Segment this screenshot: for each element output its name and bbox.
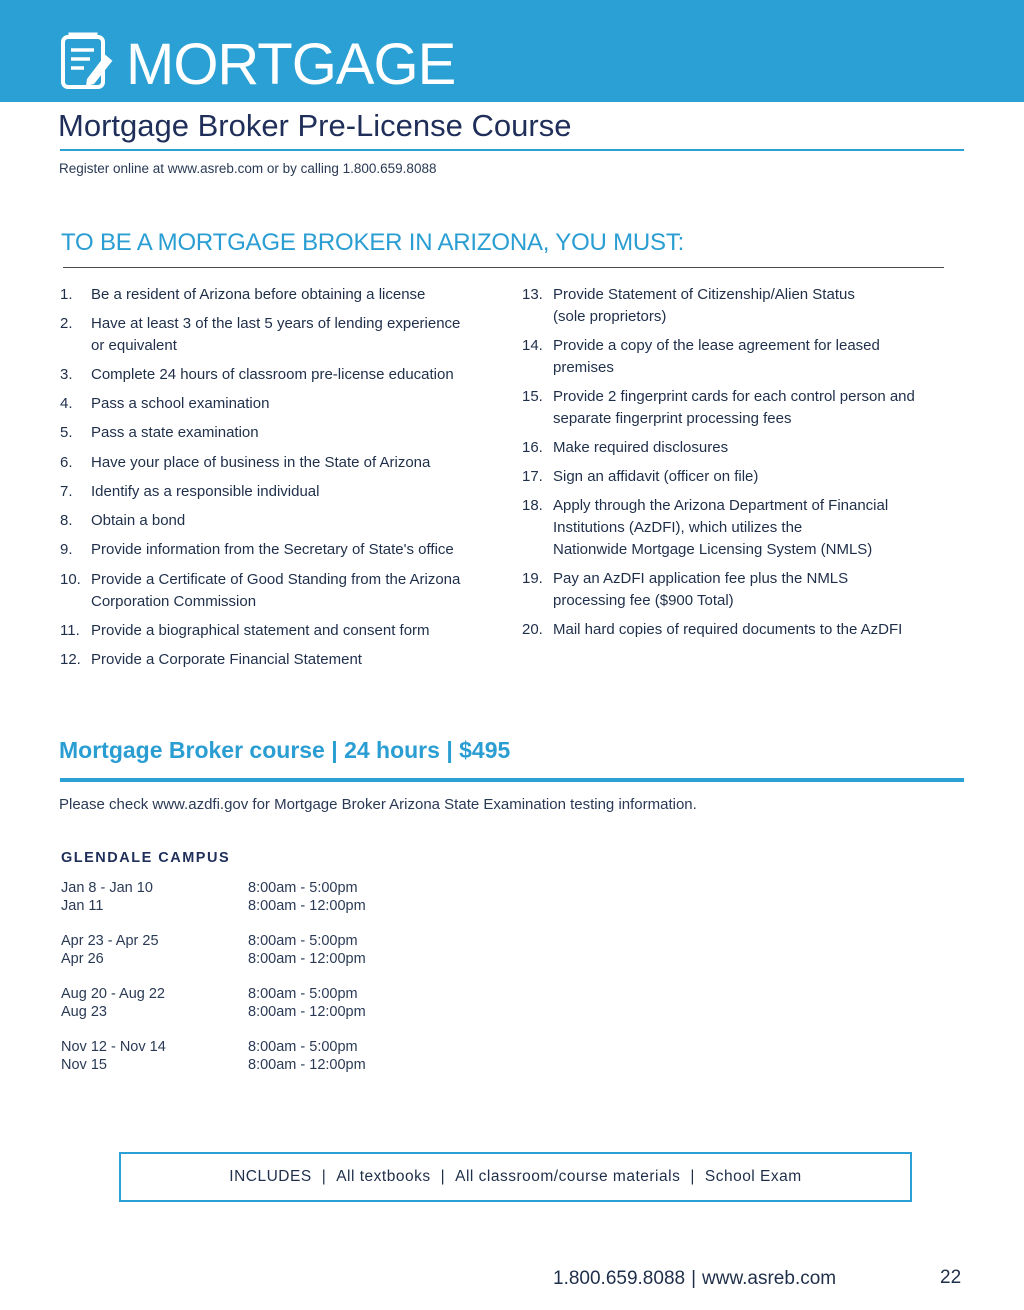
requirement-number: 12. bbox=[60, 651, 81, 668]
requirement-number: 4. bbox=[60, 395, 73, 412]
requirement-number: 7. bbox=[60, 483, 73, 500]
requirement-text: Have at least 3 of the last 5 years of lending experience bbox=[91, 315, 461, 332]
requirement-text: Be a resident of Arizona before obtaining a license bbox=[91, 286, 426, 303]
session-date: Jan 11 bbox=[61, 898, 104, 914]
footer-website: www.asreb.com bbox=[702, 1268, 837, 1289]
campus-heading: GLENDALE CAMPUS bbox=[61, 850, 231, 866]
requirement-text: processing fee ($900 Total) bbox=[553, 592, 734, 609]
requirements-heading: TO BE A MORTGAGE BROKER IN ARIZONA, YOU MUST: bbox=[61, 229, 685, 256]
requirement-number: 2. bbox=[60, 315, 73, 332]
requirement-number: 14. bbox=[522, 337, 543, 354]
requirement-text: Pass a state examination bbox=[91, 424, 259, 441]
requirement-text: or equivalent bbox=[91, 337, 177, 354]
requirement-text: Obtain a bond bbox=[91, 512, 186, 529]
includes-box bbox=[119, 1152, 912, 1202]
requirement-number: 19. bbox=[522, 570, 543, 587]
requirement-number: 20. bbox=[522, 621, 543, 638]
course-summary-heading: Mortgage Broker course | 24 hours | $495 bbox=[59, 737, 511, 763]
footer-contact bbox=[553, 1267, 836, 1291]
requirement-text: Provide information from the Secretary of State's office bbox=[91, 541, 454, 558]
requirement-text: Provide a biographical statement and consent form bbox=[91, 622, 430, 639]
session-time: 8:00am - 5:00pm bbox=[248, 986, 358, 1002]
session-date: Nov 12 - Nov 14 bbox=[61, 1039, 166, 1055]
requirement-number: 15. bbox=[522, 388, 543, 405]
requirement-text: Make required disclosures bbox=[553, 439, 729, 456]
requirement-text: Provide Statement of Citizenship/Alien Status bbox=[553, 286, 855, 303]
includes-item: All classroom/course materials bbox=[455, 1168, 681, 1185]
document-pen-icon bbox=[60, 32, 116, 90]
banner-title: MORTGAGE bbox=[126, 32, 456, 97]
requirement-number: 8. bbox=[60, 512, 73, 529]
requirement-text: premises bbox=[553, 359, 614, 376]
session-time: 8:00am - 12:00pm bbox=[248, 1004, 366, 1020]
separator: | bbox=[690, 1168, 695, 1185]
session-time: 8:00am - 12:00pm bbox=[248, 1057, 366, 1073]
requirement-text: (sole proprietors) bbox=[553, 308, 667, 325]
requirement-number: 11. bbox=[60, 622, 80, 639]
session-time: 8:00am - 5:00pm bbox=[248, 933, 358, 949]
course-summary-divider bbox=[60, 778, 964, 782]
page-number: 22 bbox=[940, 1267, 962, 1288]
requirement-text: separate fingerprint processing fees bbox=[553, 410, 792, 427]
requirement-text: Nationwide Mortgage Licensing System (NMLS) bbox=[553, 541, 873, 558]
requirement-text: Corporation Commission bbox=[91, 593, 257, 610]
title-divider bbox=[60, 149, 964, 151]
requirement-number: 10. bbox=[60, 571, 81, 588]
includes-item: All textbooks bbox=[336, 1168, 431, 1185]
requirement-text: Provide a Certificate of Good Standing from the Arizona bbox=[91, 571, 461, 588]
requirement-number: 9. bbox=[60, 541, 73, 558]
session-date: Jan 8 - Jan 10 bbox=[61, 880, 153, 896]
requirement-text: Apply through the Arizona Department of Financial bbox=[553, 497, 889, 514]
session-date: Nov 15 bbox=[61, 1057, 107, 1073]
requirement-number: 18. bbox=[522, 497, 543, 514]
footer-phone: 1.800.659.8088 bbox=[553, 1268, 686, 1289]
requirement-text: Identify as a responsible individual bbox=[91, 483, 320, 500]
session-time: 8:00am - 5:00pm bbox=[248, 1039, 358, 1055]
page-title: Mortgage Broker Pre-License Course bbox=[58, 108, 572, 143]
session-time: 8:00am - 12:00pm bbox=[248, 951, 366, 967]
separator: | bbox=[440, 1168, 446, 1185]
requirement-number: 6. bbox=[60, 454, 73, 471]
requirement-text: Have your place of business in the State of Arizona bbox=[91, 454, 431, 471]
separator: | bbox=[321, 1168, 327, 1185]
requirement-number: 13. bbox=[522, 286, 543, 303]
session-date: Apr 23 - Apr 25 bbox=[61, 933, 159, 949]
includes-label: INCLUDES bbox=[229, 1168, 312, 1185]
requirement-text: Provide 2 fingerprint cards for each control person and bbox=[553, 388, 915, 405]
requirement-number: 5. bbox=[60, 424, 73, 441]
requirement-text: Pass a school examination bbox=[91, 395, 270, 412]
requirement-number: 16. bbox=[522, 439, 543, 456]
requirement-text: Provide a copy of the lease agreement for leased bbox=[553, 337, 880, 354]
session-date: Aug 23 bbox=[61, 1004, 107, 1020]
separator: | bbox=[691, 1268, 697, 1289]
header-banner bbox=[0, 0, 1024, 102]
requirement-number: 17. bbox=[522, 468, 543, 485]
session-time: 8:00am - 12:00pm bbox=[248, 898, 366, 914]
requirement-text: Complete 24 hours of classroom pre-license education bbox=[91, 366, 454, 383]
session-time: 8:00am - 5:00pm bbox=[248, 880, 358, 896]
requirement-text: Pay an AzDFI application fee plus the NMLS bbox=[553, 570, 849, 587]
requirement-text: Provide a Corporate Financial Statement bbox=[91, 651, 362, 668]
requirement-text: Mail hard copies of required documents to the AzDFI bbox=[553, 621, 903, 638]
session-date: Apr 26 bbox=[61, 951, 104, 967]
requirement-text: Sign an affidavit (officer on file) bbox=[553, 468, 759, 485]
requirement-number: 3. bbox=[60, 366, 73, 383]
exam-info-note: Please check www.azdfi.gov for Mortgage Broker Arizona State Examination testing information. bbox=[59, 796, 697, 813]
requirement-number: 1. bbox=[60, 286, 73, 303]
requirement-text: Institutions (AzDFI), which utilizes the bbox=[553, 519, 803, 536]
session-date: Aug 20 - Aug 22 bbox=[61, 986, 165, 1002]
includes-item: School Exam bbox=[704, 1168, 802, 1185]
requirements-divider bbox=[63, 267, 944, 268]
register-text: Register online at www.asreb.com or by calling 1.800.659.8088 bbox=[59, 161, 437, 176]
includes-line bbox=[121, 1154, 910, 1200]
